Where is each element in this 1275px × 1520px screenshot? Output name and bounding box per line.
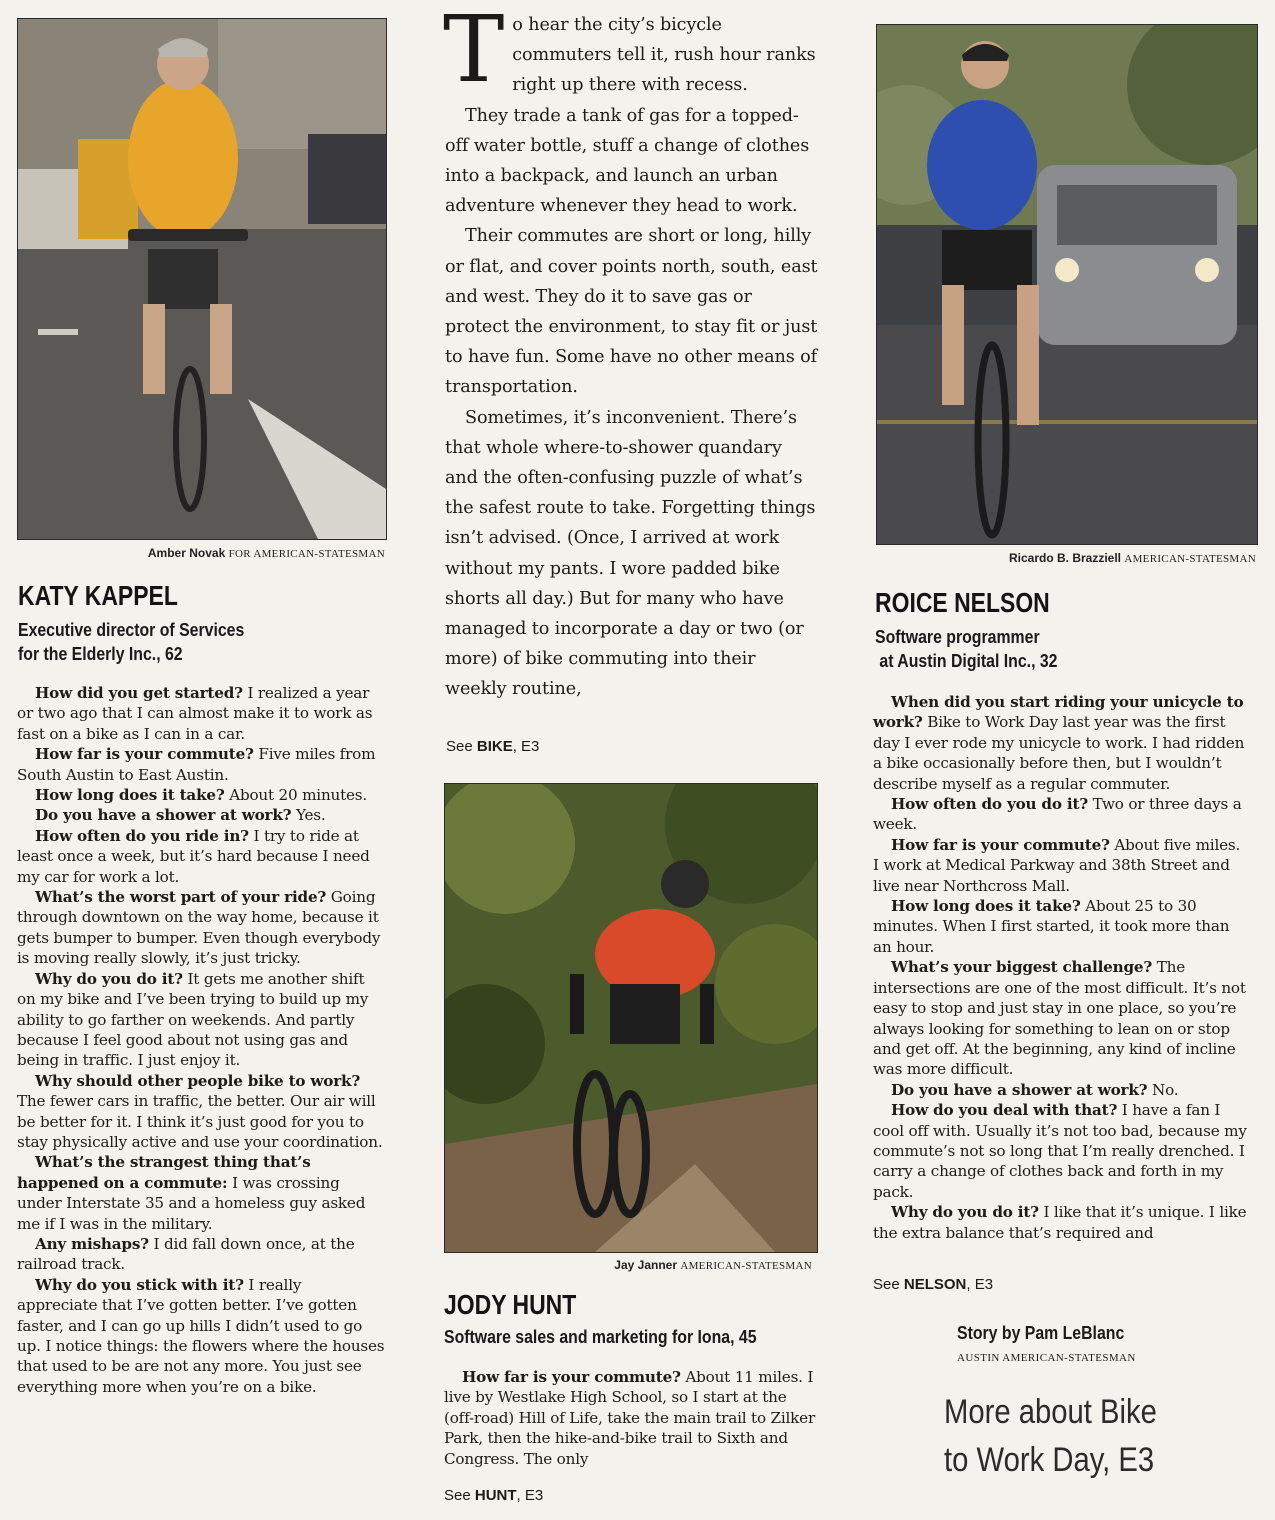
qa-question: What’s the worst part of your ride? (35, 888, 327, 907)
qa-item (17, 785, 385, 805)
see-target: BIKE (476, 738, 513, 755)
see-target: HUNT (474, 1487, 517, 1504)
promo-line2: to Work Day, E3 (944, 1441, 1155, 1479)
lead-paragraph-4: Sometimes, it’s inconvenient. There’s that whole where-to-shower quandary and the often-confusing puzzle of what’s the safest route to take. Forgetting things isn’t advised. (Once, I arrived at work without my pants. I wore padded bike shorts all day.) But for many who have managed to incorporate a day or two (or more) of bike commuting into their weekly routine, (445, 407, 816, 700)
qa-answer: I like that it’s unique. I like the extra balance that’s required and (873, 1203, 1247, 1242)
qa-item (873, 835, 1249, 896)
qa-item (17, 1152, 385, 1234)
qa-answer: About 25 to 30 minutes. When I first started, it took more than an hour. (873, 897, 1230, 956)
profile-title-line1: Software programmer (875, 627, 1040, 647)
qa-answer: The intersections are one of the most difficult. It’s not easy to stop and just stay in one place, so you’re always looking for something to lean on or stop and get off. At the beginning, any kind of incline was more difficult. (873, 958, 1246, 1079)
qa-question: Why do you do it? (891, 1203, 1039, 1222)
qa-answer: No. (1147, 1080, 1179, 1099)
photo-roice-nelson (876, 24, 1258, 545)
profile-name-roice: ROICE NELSON (875, 587, 1050, 618)
profile-title-line2: at Austin Digital Inc., 32 (875, 651, 1058, 671)
qa-item (873, 1100, 1249, 1202)
qa-question: How often do you do it? (891, 795, 1088, 814)
see-page: , E3 (966, 1276, 994, 1293)
qa-item (17, 1234, 385, 1275)
lead-paragraph-2: They trade a tank of gas for a topped-off water bottle, stuff a change of clothes into a backpack, and launch an urban adventure whenever they head to work. (445, 105, 810, 217)
qa-question: Why do you stick with it? (35, 1275, 244, 1294)
qa-item (17, 887, 385, 969)
qa-roice (873, 692, 1249, 1243)
qa-item (17, 683, 385, 744)
profile-title-roice (875, 625, 1209, 673)
qa-answer: I try to ride at least once a week, but it’s hard because I need my car for work a lot. (17, 826, 370, 886)
qa-answer: The fewer cars in traffic, the better. Our air will be better for it. I think it’s just good for you to stay physically active and use your coordination. (17, 1092, 383, 1151)
story-byline: Story by Pam LeBlanc (957, 1323, 1125, 1343)
photo-jody-hunt (444, 783, 818, 1253)
qa-question: How did you get started? (35, 684, 243, 702)
qa-item (873, 896, 1249, 957)
profile-title-line1: Executive director of Services (18, 620, 245, 640)
see-page: , E3 (512, 738, 540, 755)
photo-credit-jody (444, 1258, 812, 1272)
see-prefix: See (446, 738, 473, 755)
qa-answer: Going through downtown on the way home, because it gets bumper to bumper. Even though everybody is moving really slowly, it’s just tricky. (17, 888, 381, 968)
qa-answer: I really appreciate that I’ve gotten better. I’ve gotten faster, and I can go up hills I didn’t used to go up. I notice things: the flowers where the houses that used to be are not any more. You just see everything more when you’re on a bike. (17, 1275, 385, 1396)
qa-answer: About 20 minutes. (224, 786, 368, 805)
qa-question: When did you start riding your unicycle to work? (873, 693, 1244, 732)
photographer-name: Jay Janner (614, 1258, 678, 1272)
profile-name-jody: JODY HUNT (444, 1289, 577, 1320)
qa-question: How far is your commute? (891, 835, 1110, 854)
qa-question: Any mishaps? (35, 1234, 149, 1253)
qa-question: What’s your biggest challenge? (891, 958, 1153, 977)
qa-question: How often do you ride in? (35, 826, 249, 845)
qa-answer: Yes. (291, 806, 326, 825)
photographer-name: Ricardo B. Brazziell (1008, 551, 1122, 565)
see-prefix: See (444, 1487, 471, 1504)
qa-item (17, 969, 385, 1071)
qa-answer: Five miles from South Austin to East Austin. (17, 745, 376, 784)
qa-question: How do you deal with that? (891, 1101, 1118, 1120)
see-page: , E3 (516, 1487, 544, 1504)
lead-paragraph-1 (443, 0, 820, 103)
see-target: NELSON (903, 1276, 967, 1293)
qa-question: Do you have a shower at work? (891, 1080, 1148, 1099)
promo-more-about-bike-to-work-day[interactable] (944, 1388, 1157, 1484)
qa-item (17, 1275, 385, 1397)
qa-item (873, 692, 1249, 794)
lead-story (443, 0, 820, 705)
photographer-org: AMERICAN-STATESMAN (680, 1260, 812, 1272)
profile-title-jody: Software sales and marketing for Iona, 45 (444, 1327, 757, 1347)
byline-org: AUSTIN AMERICAN-STATESMAN (957, 1352, 1136, 1364)
qa-question: How long does it take? (35, 786, 225, 805)
jump-line-hunt[interactable] (444, 1487, 543, 1504)
qa-answer: I did fall down once, at the railroad track. (17, 1234, 355, 1274)
qa-answer: It gets me another shift on my bike and I’ve been trying to build up my ability to go farther on weekends. And partly because I feel good about not using gas and being in traffic. I just enjoy it. (17, 969, 369, 1070)
jump-line-bike[interactable] (446, 738, 539, 755)
qa-question: Do you have a shower at work? (35, 806, 292, 825)
photo-credit-roice (876, 551, 1256, 565)
profile-title-katy (18, 618, 388, 666)
profile-name-katy: KATY KAPPEL (18, 580, 178, 611)
jump-line-nelson[interactable] (873, 1276, 993, 1293)
qa-question: How far is your commute? (462, 1368, 681, 1386)
photo-credit-katy (17, 546, 385, 560)
qa-question: How far is your commute? (35, 745, 254, 764)
qa-question: Why should other people bike to work? (35, 1071, 361, 1090)
qa-answer: Two or three days a week. (873, 795, 1242, 834)
qa-answer: About 11 miles. I live by Westlake High School, so I start at the (off-road) Hill of Life, take the main trail to Zilker Park, then the hike-and-bike trail to Sixth and Congress. The only (444, 1368, 816, 1468)
qa-item (873, 957, 1249, 1079)
qa-answer: Bike to Work Day last year was the first day I ever rode my unicycle to work. I had ridden a bike occasionally before then, but I wouldn’t describe myself as a regular commuter. (873, 713, 1245, 793)
profile-title-line2: for the Elderly Inc., 62 (18, 644, 183, 664)
promo-line1: More about Bike (944, 1393, 1157, 1431)
see-prefix: See (873, 1276, 900, 1293)
qa-jody (444, 1367, 816, 1469)
qa-question: How long does it take? (891, 897, 1081, 916)
photo-katy-kappel (17, 18, 387, 540)
qa-question: Why do you do it? (35, 969, 183, 988)
photographer-name: Amber Novak (147, 546, 226, 560)
qa-answer: I have a fan I cool off with. Usually it’s not too bad, because my commute’s not so long that I’m really drenched. I carry a change of clothes back and forth in my pack. (873, 1101, 1247, 1201)
qa-answer: About five miles. I work at Medical Parkway and 38th Street and live near Northcross Mall. (873, 835, 1241, 895)
photographer-org: AMERICAN-STATESMAN (1124, 553, 1256, 565)
photographer-org: FOR AMERICAN-STATESMAN (228, 548, 385, 560)
qa-item (873, 1080, 1249, 1100)
lead-paragraph-1-text: o hear the city’s bicycle commuters tell it, rush hour ranks right up there with recess. (512, 15, 816, 96)
qa-katy (17, 683, 385, 1397)
qa-item (17, 1071, 385, 1153)
qa-item (17, 826, 385, 887)
qa-item (873, 794, 1249, 835)
lead-paragraph-3: Their commutes are short or long, hilly or flat, and cover points north, south, east and west. They do it to save gas or protect the environment, to stay fit or just to have fun. Some have no other means of transportation. (445, 226, 818, 398)
qa-item (17, 744, 385, 785)
qa-item (444, 1367, 816, 1469)
qa-answer: I realized a year or two ago that I can almost make it to work as fast on a bike as I can in a car. (17, 684, 373, 743)
qa-answer: I was crossing under Interstate 35 and a homeless guy asked me if I was in the military. (17, 1173, 366, 1233)
qa-question: What’s the strangest thing that’s happened on a commute: (17, 1153, 311, 1192)
qa-item (17, 805, 385, 825)
drop-cap: T (443, 0, 505, 103)
qa-item (873, 1202, 1249, 1243)
